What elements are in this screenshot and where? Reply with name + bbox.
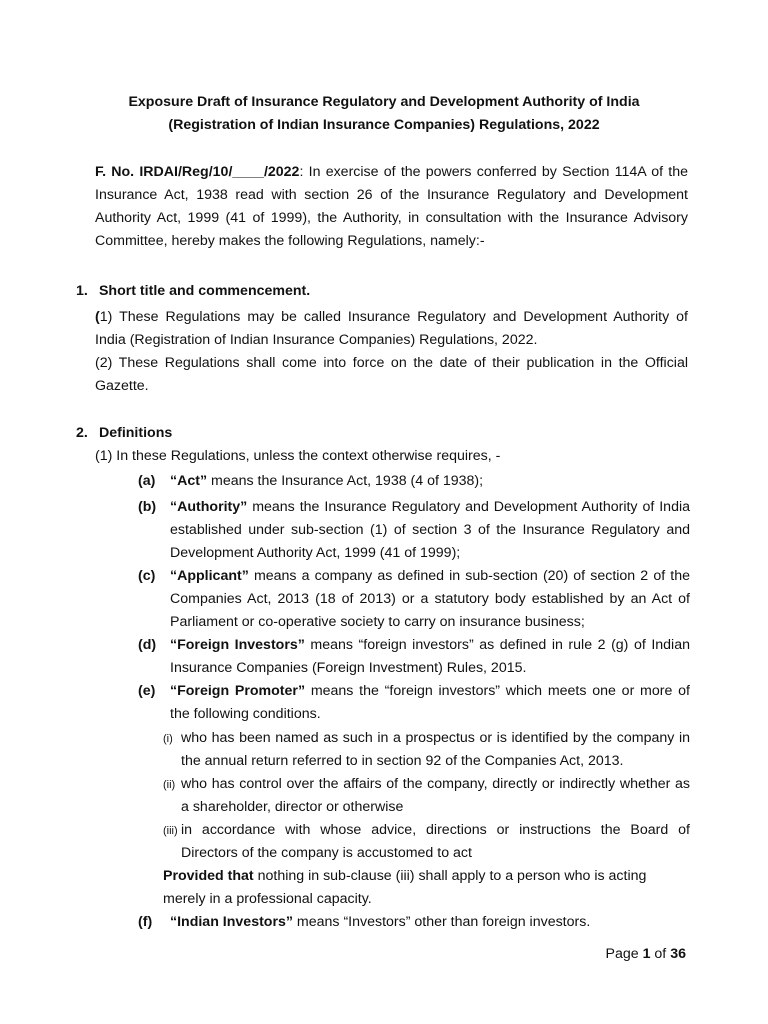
section-1-heading: 1. Short title and commencement. bbox=[76, 283, 311, 299]
definition-a: (a) “Act” means the Insurance Act, 1938 (4 of 1938); bbox=[138, 473, 484, 489]
definitions-intro: (1) In these Regulations, unless the context otherwise requires, - bbox=[95, 448, 501, 464]
proviso: Provided that nothing in sub-clause (iii) shall apply to a person who is acting merely in a professional capacity. bbox=[163, 868, 647, 907]
definition-f: (f) “Indian Investors” means “Investors” other than foreign investors. bbox=[138, 914, 591, 930]
subclause-i: (i) who has been named as such in a prospectus or is identified by the company in the annual return referred to in section 92 of the Companies Act, 2013. bbox=[163, 730, 690, 769]
document-title-line-2: (Registration of Indian Insurance Companies) Regulations, 2022 bbox=[168, 117, 600, 133]
subclause-iii: (iii) in accordance with whose advice, directions or instructions the Board of Directors of the company is accustomed to act bbox=[163, 822, 690, 861]
section-1-para-1: (1) These Regulations may be called Insurance Regulatory and Development Authority of India (Registration of Indian Insurance Companies) Regulations, 2022. bbox=[95, 309, 688, 348]
preamble bbox=[95, 161, 688, 253]
definition-d: (d) “Foreign Investors” means “foreign investors” as defined in rule 2 (g) of Indian Insurance Companies (Foreign Investment) Rules, 2015. bbox=[138, 637, 690, 676]
definition-e: (e) “Foreign Promoter” means the “foreign investors” which meets one or more of the following conditions. bbox=[138, 683, 690, 722]
preamble-text: : In exercise of the powers conferred by Section 114A of the Insurance Act, 1938 read with section 26 of the Insurance Regulatory and Development Authority Act, 1999 (41 of 1999), the Authority, in consultation with the Insurance Advisory Committee, hereby makes the following Regulations, namely:- bbox=[95, 164, 688, 249]
document-title-line-1: Exposure Draft of Insurance Regulatory and Development Authority of India bbox=[128, 94, 640, 110]
file-reference: F. No. IRDAI/Reg/10/____/2022 bbox=[95, 164, 300, 180]
section-2-heading: 2. Definitions bbox=[76, 425, 173, 441]
definition-c: (c) “Applicant” means a company as defined in sub-section (20) of section 2 of the Companies Act, 2013 (18 of 2013) or a statutory body established by an Act of Parliament or co-operative society to carry on insurance business; bbox=[138, 568, 690, 630]
definition-b: (b) “Authority” means the Insurance Regulatory and Development Authority of India established under sub-section (1) of section 3 of the Insurance Regulatory and Development Authority Act, 1999 (41 of 1999); bbox=[138, 499, 690, 561]
section-1-para-2: (2) These Regulations shall come into force on the date of their publication in the Official Gazette. bbox=[95, 355, 688, 394]
subclause-ii: (ii) who has control over the affairs of the company, directly or indirectly whether as a shareholder, director or otherwise bbox=[163, 776, 690, 815]
page-number-footer: Page 1 of 36 bbox=[605, 946, 686, 962]
